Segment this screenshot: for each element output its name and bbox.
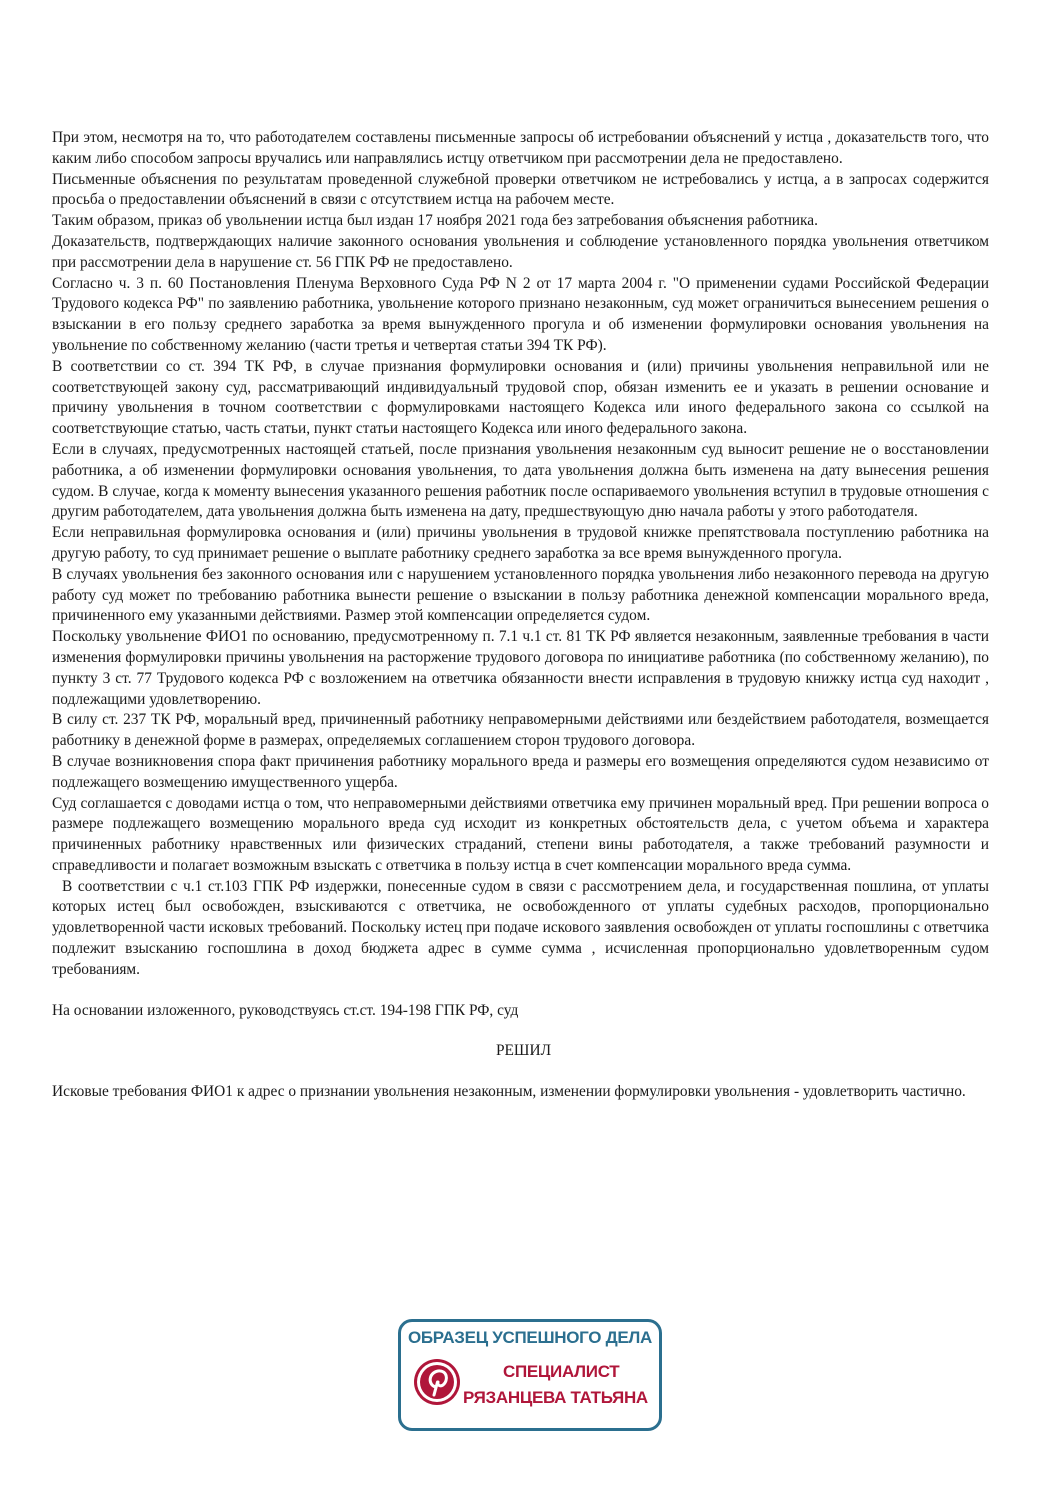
basis-line: На основании изложенного, руководствуясь ст.ст. 194-198 ГПК РФ, суд <box>52 1001 519 1019</box>
pinterest-logo-icon <box>413 1358 461 1406</box>
paragraph: В случаях увольнения без законного основания или с нарушением установленного порядка увольнения либо незаконного перевода на другую работу суд может по требованию работника вынести решение о взыскании в пользу работника денежной компенсации морального вреда, причиненного ему указанными действиями. Размер этой компенсации определяется судом. <box>52 565 989 625</box>
paragraph: Таким образом, приказ об увольнении истца был издан 17 ноября 2021 года без затребования объяснения работника. <box>52 212 818 230</box>
sample-case-stamp <box>398 1319 662 1431</box>
paragraph: В соответствии с ч.1 ст.103 ГПК РФ издержки, понесенные судом в связи с рассмотрением дела, и государственная пошлина, от уплаты которых истец был освобожден, взыскиваются с ответчика, не освобожденного от уплаты судебных расходов, пропорционально удовлетворенной части исковых требований. Поскольку истец при подаче искового заявления освобожден от уплаты госпошлины с ответчика подлежит взысканию госпошлина в доход бюджета адрес в сумме сумма , исчисленная пропорционально удовлетворенным судом требованиям. <box>52 877 989 978</box>
paragraph: Если неправильная формулировка основания и (или) причины увольнения в трудовой книжке препятствовала поступлению работника на другую работу, то суд принимает решение о выплате работнику среднего заработка за все время вынужденного прогула. <box>52 524 989 562</box>
paragraph: Суд соглашается с доводами истца о том, что неправомерными действиями ответчика ему причинен моральный вред. При решении вопроса о размере подлежащего возмещению морального вреда суд исходит из конкретных обстоятельств дела, с учетом объема и характера причиненных работнику нравственных или физических страданий, степени вины работодателя, а также требований разумности и справедливости и полагает возможным взыскать с ответчика в пользу истца в счет компенсации морального вреда сумма. <box>52 794 989 874</box>
paragraph: В силу ст. 237 ТК РФ, моральный вред, причиненный работнику неправомерными действиями или бездействием работодателя, возмещается работнику в денежной форме в размерах, определяемых соглашением сторон трудового договора. <box>52 711 989 750</box>
paragraph: Согласно ч. 3 п. 60 Постановления Пленума Верховного Суда РФ N 2 от 17 марта 2004 г. "О применении судами Российской Федерации Трудового кодекса РФ" по заявлению работника, увольнение которого признано незаконным, суд может ограничиться вынесением решения о взыскании в его пользу среднего заработка за время вынужденного прогула и об изменении формулировки основания увольнения на увольнение по собственному желанию (части третья и четвертая статьи 394 ТК РФ). <box>52 274 989 354</box>
decision-text: Исковые требования ФИО1 к адрес о признании увольнения незаконным, изменении формулировки увольнения - удовлетворить частично. <box>52 1083 966 1101</box>
paragraph: Если в случаях, предусмотренных настоящей статьей, после признания увольнения незаконным суд выносит решение не о восстановлении работника, а об изменении формулировки основания увольнения, то дата увольнения должна быть изменена на дату вынесения решения судом. В случае, когда к моменту вынесения указанного решения работник после оспариваемого увольнения вступил в трудовые отношения с другим работодателем, дата увольнения должна быть изменена на дату, предшествующую дню начала работы у этого работодателя. <box>52 440 989 521</box>
paragraph: В случае возникновения спора факт причинения работнику морального вреда и размеры его возмещения определяются судом независимо от подлежащего возмещению имущественного ущерба. <box>52 752 989 791</box>
paragraph: В соответствии со ст. 394 ТК РФ, в случае признания формулировки основания и (или) причины увольнения неправильной или не соответствующей закону суд, рассматривающий индивидуальный трудовой спор, обязан изменить ее и указать в решении основание и причину увольнения в точном соответствии с формулировками настоящего Кодекса или иного федерального закона со ссылкой на соответствующие статью, часть статьи, пункт статьи настоящего Кодекса или иного федерального закона. <box>52 357 989 438</box>
decision-heading: РЕШИЛ <box>495 1042 552 1060</box>
paragraph: Поскольку увольнение ФИО1 по основанию, предусмотренному п. 7.1 ч.1 ст. 81 ТК РФ является незаконным, заявленные требования в части изменения формулировки причины увольнения на расторжение трудового договора по инициативе работника (по собственному желанию), по пункту 3 ст. 77 Трудового кодекса РФ с возложением на ответчика обязанности внести исправления в трудовую книжку истца суд находит , подлежащими удовлетворению. <box>52 628 989 708</box>
paragraph: Письменные объяснения по результатам проведенной служебной проверки ответчиком не истребовались у истца, а в запросах содержится просьба о предоставлении объяснений в связи с отсутствием истца на рабочем месте. <box>52 170 989 209</box>
stamp-name: РЯЗАНЦЕВА ТАТЬЯНА <box>463 1388 648 1407</box>
stamp-role: СПЕЦИАЛИСТ <box>503 1362 620 1381</box>
document-body <box>52 128 989 1103</box>
paragraph: Доказательств, подтверждающих наличие законного основания увольнения и соблюдение установленного порядка увольнения ответчиком при рассмотрении дела в нарушение ст. 56 ГПК РФ не предоставлено. <box>52 232 989 271</box>
stamp-title: ОБРАЗЕЦ УСПЕШНОГО ДЕЛА <box>407 1328 653 1347</box>
paragraph: При этом, несмотря на то, что работодателем составлены письменные запросы об истребовании объяснений у истца , доказательств того, что каким либо способом запросы вручались или направлялись истцу ответчиком при рассмотрении дела не предоставлено. <box>52 129 989 167</box>
